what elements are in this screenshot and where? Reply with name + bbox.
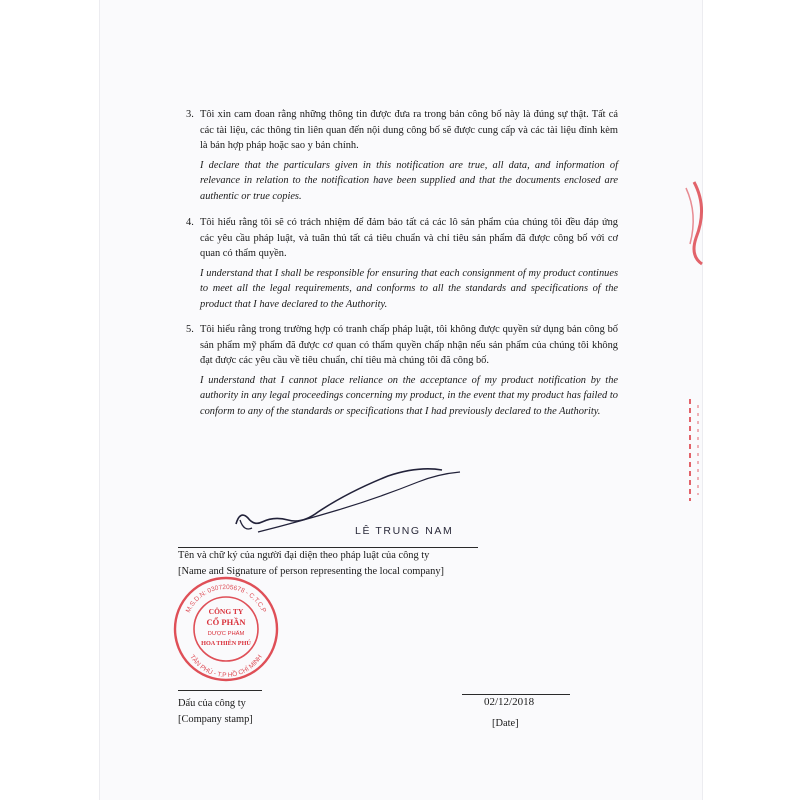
- company-seal: [172, 575, 280, 683]
- date-line: [462, 694, 570, 695]
- svg-text:TÂN PHÚ - T.P HỒ CHÍ MINH: [188, 654, 264, 680]
- seal-ring-bottom-text: TÂN PHÚ - T.P HỒ CHÍ MINH: [188, 653, 264, 680]
- signature-caption-english: [Name and Signature of person representing the local company]: [178, 566, 445, 577]
- declaration-text-english: I declare that the particulars given in this notification are true, all data, and information of relevance in relation to the notification have been supplied and that the documents enclosed are authentic or true copies.: [200, 159, 618, 202]
- declaration-text-english: I understand that I shall be responsible for ensuring that each consignment of my product continues to meet all the legal requirements, and conforms to all the standards and specifications of the product that I have declared to the Authority.: [200, 267, 618, 310]
- company-stamp-label-english: [Company stamp]: [178, 714, 253, 725]
- item-number: 5.: [186, 324, 194, 335]
- seal-line-2: CỔ PHẦN: [206, 617, 246, 627]
- edge-stamp-mark-bottom: [672, 395, 712, 505]
- declaration-item-3: [186, 107, 618, 204]
- seal-line-4: HOA THIÊN PHÚ: [201, 640, 251, 647]
- declaration-text-vietnamese: Tôi hiểu rằng tôi sẽ có trách nhiệm để đảm bảo tất cả các lô sản phẩm của chúng tôi đều đáp ứng các yêu cầu pháp luật, và tuân thủ tất cả tiêu chuẩn và chỉ tiêu sản phẩm đã được công bố với cơ quan có thẩm quyền.: [200, 217, 618, 259]
- signature-line: [178, 547, 478, 548]
- declaration-text-vietnamese: Tôi hiểu rằng trong trường hợp có tranh chấp pháp luật, tôi không được quyền sử dụng bản công bố sản phẩm mỹ phẩm đã được cơ quan có thẩm quyền chấp nhận nếu sản phẩm của chúng tôi không đạt được các yêu cầu về tiêu chuẩn, chỉ tiêu mà chúng tôi đã công bố.: [200, 324, 618, 366]
- seal-ring-top-text: M.S.D.N: 0307205678 - C.T.C.P: [184, 583, 268, 614]
- item-number: 3.: [186, 109, 194, 120]
- company-stamp-label-vietnamese: Dấu của công ty: [178, 698, 246, 709]
- declaration-text-vietnamese: Tôi xin cam đoan rằng những thông tin được đưa ra trong bản công bố này là đúng sự thật. Tất cả các tài liệu, các thông tin liên quan đến nội dung công bố sẽ được cung cấp và các tài liệu đính kèm là bản hợp pháp hoặc sao y bản chính.: [200, 109, 618, 151]
- signatory-printed-name: LÊ TRUNG NAM: [355, 525, 454, 537]
- company-stamp-line: [178, 690, 262, 691]
- edge-stamp-mark-top: [672, 178, 712, 268]
- signature-caption-vietnamese: Tên và chữ ký của người đại diện theo pháp luật của công ty: [178, 550, 430, 561]
- seal-line-1: CÔNG TY: [208, 607, 244, 616]
- date-label: [Date]: [492, 718, 519, 729]
- item-number: 4.: [186, 217, 194, 228]
- declaration-text-english: I understand that I cannot place reliance on the acceptance of my product notification by the authority in any legal proceedings concerning my product, in the event that my product has failed to conform to any of the standards or specifications that I had previously declared to the Authority.: [200, 374, 618, 417]
- seal-line-3: DƯỢC PHẨM: [207, 631, 245, 637]
- date-value: 02/12/2018: [484, 696, 535, 708]
- declaration-item-4: [186, 215, 618, 312]
- handwritten-signature: [228, 462, 478, 552]
- declaration-item-5: [186, 322, 618, 419]
